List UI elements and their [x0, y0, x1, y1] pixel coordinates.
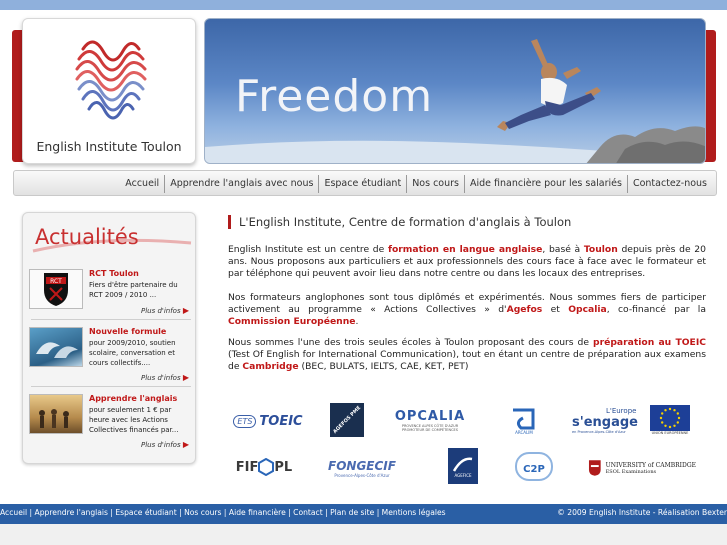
dolphins-image-icon [30, 328, 82, 366]
toeic-logo-text: TOEIC [259, 413, 303, 429]
text: (Test Of English for International Communication), tout en étant un centre de préparation aux examens de [228, 349, 706, 372]
footer-link-accueil[interactable]: Accueil [0, 508, 28, 517]
sidebar-title: Actualités [35, 225, 139, 249]
europe-sub-text: en Provence-Alpes-Côte d'Azur [572, 429, 626, 434]
arrow-right-icon: ▶ [182, 306, 189, 315]
news-more-link-apprendre-anglais[interactable] [141, 440, 189, 449]
news-title[interactable]: RCT Toulon [89, 269, 139, 278]
europe-main-text: s'engage [572, 414, 638, 430]
nav-item-aide-financiere[interactable]: Aide financière pour les salariés [464, 175, 627, 193]
partner-logo-fifpl[interactable] [228, 452, 300, 482]
highlight-agefos-link[interactable]: Agefos [506, 304, 543, 315]
trainers-paragraph [228, 292, 706, 328]
c2p-logo-text: C2P [523, 463, 545, 475]
highlight-toeic-link[interactable]: préparation au TOEIC [593, 337, 706, 348]
footer-link-mentions-legales[interactable]: Mentions légales [381, 508, 446, 517]
news-separator [31, 386, 191, 387]
highlight-toulon-link[interactable]: Toulon [583, 244, 618, 255]
news-text: Fiers d'être partenaire du RCT 2009 / 2010 ... [89, 281, 178, 299]
news-more-link-nouvelle-formule[interactable] [141, 373, 189, 382]
opcalia-logo-text: OPCALIA [394, 408, 466, 424]
logo-text: English Institute Toulon [36, 139, 182, 154]
news-title[interactable]: Apprendre l'anglais [89, 394, 178, 403]
eu-logo-text: UNION EUROPÉENNE [651, 431, 689, 435]
news-item-nouvelle-formule[interactable] [29, 327, 191, 379]
news-more-link-rct[interactable] [141, 306, 189, 315]
agefice-swoosh-icon [452, 455, 474, 473]
partner-logo-opcalia[interactable] [392, 402, 468, 438]
nav-item-espace-etudiant[interactable]: Espace étudiant [318, 175, 406, 193]
text: Nous sommes l'une des trois seules écoles à Toulon proposant des cours de [228, 337, 593, 348]
highlight-formation-link[interactable]: formation en langue anglaise [387, 244, 543, 255]
arcalim-logo-text: ARCALIM [515, 429, 533, 435]
partner-logo-toeic[interactable] [228, 404, 308, 438]
news-thumbnail [29, 269, 83, 309]
page-title: L'English Institute, Centre de formation d'anglais à Toulon [228, 215, 571, 229]
logo[interactable] [22, 18, 196, 164]
c2p-badge-icon [515, 452, 553, 481]
news-separator [31, 319, 191, 320]
fifpl-hexagon-icon [258, 458, 274, 476]
nav-item-nos-cours[interactable]: Nos cours [406, 175, 464, 193]
fifpl-logo-text-b: PL [274, 459, 293, 475]
highlight-commission-link[interactable]: Commission Européenne [228, 316, 356, 327]
nav-item-accueil[interactable]: Accueil [125, 178, 160, 189]
rct-shield-icon [30, 270, 82, 308]
news-text: pour 2009/2010, soutien scolaire, conversation et cours collectifs.... [89, 339, 176, 367]
text: (BEC, BULATS, IELTS, CAE, KET, PET) [298, 361, 469, 372]
text: Nos formateurs anglophones sont tous diplômés et expérimentés. Nous sommes fiers de participer activement au programme « Actions Collectives » d' [228, 292, 706, 315]
partner-logo-union-europeenne[interactable] [648, 403, 692, 437]
eu-stars-icon [658, 406, 682, 430]
partner-logo-europe-sengage[interactable] [572, 400, 644, 440]
news-thumbnail [29, 327, 83, 367]
fongecif-sub-text: Provence-Alpes-Côte d'Azur [334, 472, 390, 478]
footer-link-aide-financiere[interactable]: Aide financière [228, 508, 286, 517]
partner-logo-agefos-pme[interactable] [330, 403, 364, 437]
ets-logo-text: ETS [233, 415, 256, 428]
text: . [355, 316, 359, 327]
text: , basé à [542, 244, 584, 255]
arcalim-mark-icon [511, 406, 537, 430]
text: English Institute est un centre de [228, 244, 388, 255]
footer-bottom-strip [0, 524, 727, 545]
partner-logo-agefice[interactable] [448, 448, 478, 484]
footer-link-espace-etudiant[interactable]: Espace étudiant [115, 508, 177, 517]
logo-emblem-icon [63, 29, 155, 133]
news-more-label: Plus d'infos [140, 374, 181, 382]
banner-title: Freedom [235, 71, 434, 122]
news-text: pour seulement 1 € par heure avec les Actions Collectives financés par... [89, 406, 179, 434]
highlight-cambridge-link[interactable]: Cambridge [242, 361, 299, 372]
news-more-label: Plus d'infos [140, 441, 181, 449]
eu-flag-icon [650, 405, 690, 431]
cambridge-crest-icon [588, 459, 602, 477]
highlight-opcalia-link[interactable]: Opcalia [568, 304, 607, 315]
arrow-right-icon: ▶ [182, 373, 189, 382]
partner-logo-fongecif[interactable] [322, 452, 402, 484]
news-item-apprendre-anglais[interactable] [29, 394, 191, 446]
svg-text:RCT: RCT [50, 278, 62, 285]
top-band [0, 0, 727, 10]
footer-link-contact[interactable]: Contact [293, 508, 323, 517]
agefos-logo-text: AGEFOS PME [331, 404, 363, 436]
footer-copyright: © 2009 English Institute - Réalisation Bexter [557, 508, 727, 517]
nav-item-contact[interactable]: Contactez-nous [627, 175, 712, 193]
nav-item-apprendre[interactable]: Apprendre l'anglais avec nous [164, 175, 318, 193]
footer-link-nos-cours[interactable]: Nos cours [184, 508, 222, 517]
header-banner [204, 18, 706, 164]
footer-links: Accueil | Apprendre l'anglais | Espace étudiant | Nos cours | Aide financière | Contact | Plan de site | Mentions légales [0, 508, 446, 517]
main-navigation [13, 170, 717, 196]
partner-logo-c2p[interactable] [512, 452, 556, 480]
news-thumbnail [29, 394, 83, 434]
footer-link-apprendre[interactable]: Apprendre l'anglais [34, 508, 108, 517]
fifpl-logo-text-a: FIF [235, 459, 259, 475]
cambridge-sub-text: ESOL Examinations [605, 468, 657, 475]
text: , co-financé par la [606, 304, 706, 315]
news-more-label: Plus d'infos [140, 307, 181, 315]
fongecif-logo-text: FONGECIF [328, 458, 396, 473]
opcalia-sub-text-2: PROMOTEUR DE COMPÉTENCES [402, 427, 458, 432]
arrow-right-icon: ▶ [182, 440, 189, 449]
agefice-logo-text: AGEFICE [454, 472, 472, 478]
footer [0, 504, 727, 524]
footer-link-plan-de-site[interactable]: Plan de site [330, 508, 375, 517]
news-title[interactable]: Nouvelle formule [89, 327, 167, 336]
toeic-paragraph [228, 337, 706, 373]
europe-top-text: L'Europe [606, 406, 637, 415]
opcalia-sub-text: PROVENCE ALPES CÔTE D'AZUR [401, 423, 459, 428]
partner-logo-cambridge[interactable] [588, 456, 696, 480]
text: depuis près de 20 ans. Nous proposons aux particuliers et aux professionnels des cours face à face avec le formateur et par téléphone qui peuvent avoir lieu dans notre centre ou dans les locaux des entreprises. [228, 244, 707, 279]
partner-logo-arcalim[interactable] [508, 402, 540, 438]
news-sidebar [22, 212, 196, 464]
cambridge-logo-text: UNIVERSITY of CAMBRIDGE [605, 461, 696, 469]
intro-paragraph [228, 244, 706, 280]
people-image-icon [30, 395, 82, 433]
text: et [542, 304, 569, 315]
